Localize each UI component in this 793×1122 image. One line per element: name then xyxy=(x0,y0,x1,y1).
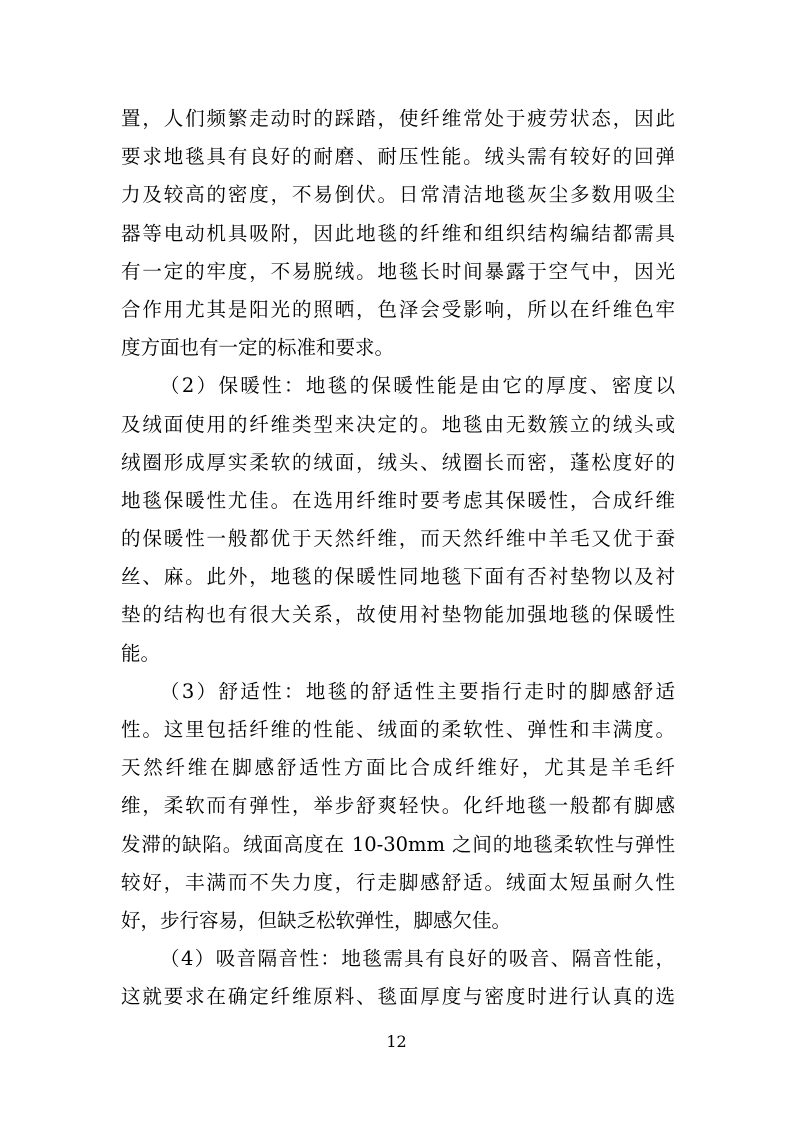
text-line: 丝、麻。此外，地毯的保暖性同地毯下面有否衬垫物以及衬 xyxy=(121,565,675,589)
page-number: 12 xyxy=(386,1032,407,1051)
text-line: 好，步行容易，但缺乏松软弹性，脚感欠佳。 xyxy=(121,908,512,932)
text-line: 维，柔软而有弹性，举步舒爽轻快。化纤地毯一般都有脚感 xyxy=(121,794,675,818)
text-line: 能。 xyxy=(121,641,161,665)
text-line: 这就要求在确定纤维原料、毯面厚度与密度时进行认真的选 xyxy=(121,985,675,1009)
text-line: 垫的结构也有很大关系，故使用衬垫物能加强地毯的保暖性 xyxy=(121,603,675,627)
section-heading-line: （2）保暖性：地毯的保暖性能是由它的厚度、密度以 xyxy=(160,374,675,398)
text-line: 性。这里包括纤维的性能、绒面的柔软性、弹性和丰满度。 xyxy=(121,718,675,741)
text-line: 有一定的牢度，不易脱绒。地毯长时间暴露于空气中，因光 xyxy=(121,259,675,283)
text-line: 天然纤维在脚感舒适性方面比合成纤维好，尤其是羊毛纤 xyxy=(121,756,675,780)
text-line: 度方面也有一定的标准和要求。 xyxy=(121,336,395,360)
section-heading-line: （4）吸音隔音性：地毯需具有良好的吸音、隔音性能， xyxy=(160,947,675,971)
text-line: 合作用尤其是阳光的照晒，色泽会受影响，所以在纤维色牢 xyxy=(121,297,675,321)
text-line: 较好，丰满而不失力度，行走脚感舒适。绒面太短虽耐久性 xyxy=(121,870,675,894)
text-line: 及绒面使用的纤维类型来决定的。地毯由无数簇立的绒头或 xyxy=(121,412,675,436)
section-heading-line: （3）舒适性：地毯的舒适性主要指行走时的脚感舒适 xyxy=(160,679,675,703)
text-line: 地毯保暖性尤佳。在选用纤维时要考虑其保暖性，合成纤维 xyxy=(121,488,675,512)
text-line: 绒圈形成厚实柔软的绒面，绒头、绒圈长而密，蓬松度好的 xyxy=(121,450,675,474)
text-line: 力及较高的密度，不易倒伏。日常清洁地毯灰尘多数用吸尘 xyxy=(121,183,675,207)
text-line: 置，人们频繁走动时的踩踏，使纤维常处于疲劳状态，因此 xyxy=(121,107,675,130)
text-line: 要求地毯具有良好的耐磨、耐压性能。绒头需有较好的回弹 xyxy=(121,145,675,169)
body-text xyxy=(121,100,675,1017)
text-line: 的保暖性一般都优于天然纤维，而天然纤维中羊毛又优于蚕 xyxy=(121,527,675,551)
text-line: 发滞的缺陷。绒面高度在 10-30mm 之间的地毯柔软性与弹性 xyxy=(121,832,675,856)
text-line: 器等电动机具吸附，因此地毯的纤维和组织结构编结都需具 xyxy=(121,221,675,245)
